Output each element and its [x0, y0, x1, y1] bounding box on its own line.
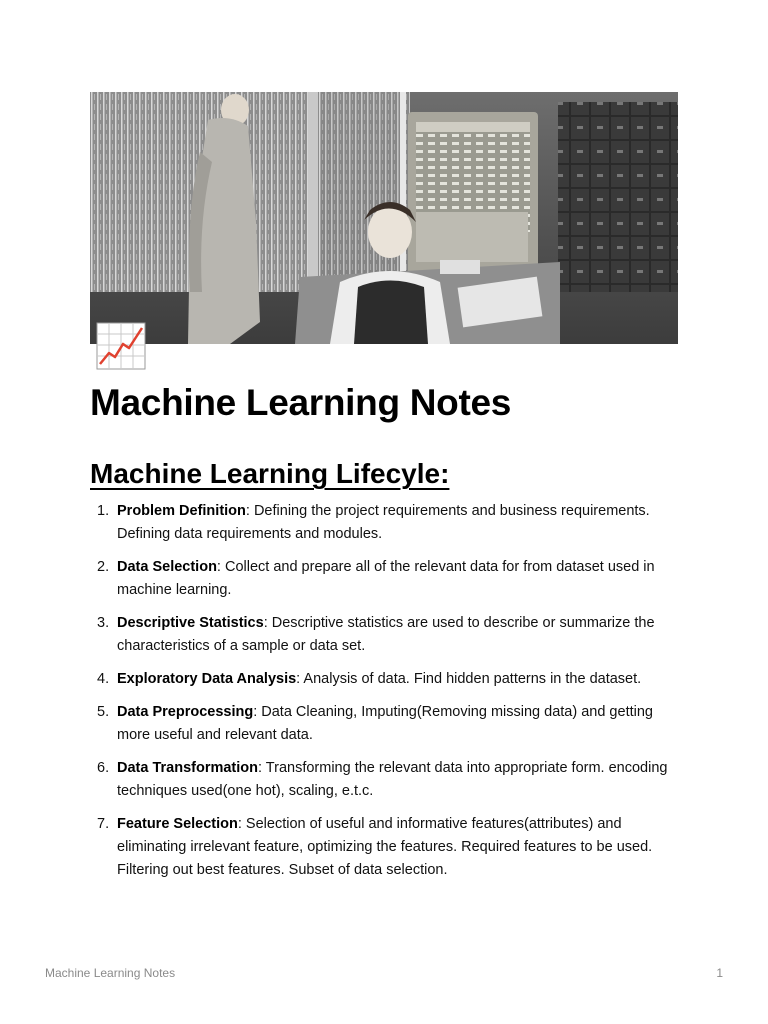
cover-photo-illustration [90, 92, 678, 344]
chart-increasing-icon [96, 320, 148, 372]
section-heading: Machine Learning Lifecyle: [90, 458, 450, 489]
page-title: Machine Learning Notes [90, 382, 512, 423]
step-text: : Selection of useful and informative features(attributes) and eliminating irrelevant feature, optimizing the features. Required features to be used. Filtering out best features. Subset of data selection. [117, 816, 653, 878]
step-term: Data Preprocessing [117, 704, 254, 720]
footer-page-number: 1 [716, 966, 723, 980]
list-number: 2. [97, 559, 110, 575]
lifecycle-list [90, 500, 680, 892]
list-item [90, 556, 680, 602]
step-term: Descriptive Statistics [117, 615, 264, 631]
step-text: : Descriptive statistics are used to describe or summarize the characteristics of a sample or data set. [117, 615, 655, 654]
step-text: : Data Cleaning, Imputing(Removing missing data) and getting more useful and relevant data. [117, 704, 653, 743]
cover-image [90, 92, 678, 344]
list-number: 5. [97, 704, 110, 720]
step-text: : Collect and prepare all of the relevant data for from dataset used in machine learning. [117, 559, 655, 598]
step-text: : Defining the project requirements and business requirements. Defining data requirements and modules. [117, 503, 650, 542]
list-item [90, 668, 680, 691]
list-item [90, 500, 680, 546]
list-number: 4. [97, 671, 110, 687]
step-text: : Transforming the relevant data into appropriate form. encoding techniques used(one hot), scaling, e.t.c. [117, 760, 668, 799]
footer-document-title: Machine Learning Notes [45, 966, 176, 980]
step-term: Problem Definition [117, 503, 246, 519]
list-item [90, 813, 680, 882]
list-number: 7. [97, 816, 110, 832]
list-number: 6. [97, 760, 110, 776]
step-term: Feature Selection [117, 816, 238, 832]
step-term: Data Transformation [117, 760, 258, 776]
step-text: : Analysis of data. Find hidden patterns in the dataset. [296, 671, 642, 687]
step-term: Exploratory Data Analysis [117, 671, 297, 687]
list-number: 1. [97, 503, 110, 519]
list-number: 3. [97, 615, 110, 631]
list-item [90, 701, 680, 747]
list-item [90, 757, 680, 803]
list-item [90, 612, 680, 658]
step-term: Data Selection [117, 559, 217, 575]
